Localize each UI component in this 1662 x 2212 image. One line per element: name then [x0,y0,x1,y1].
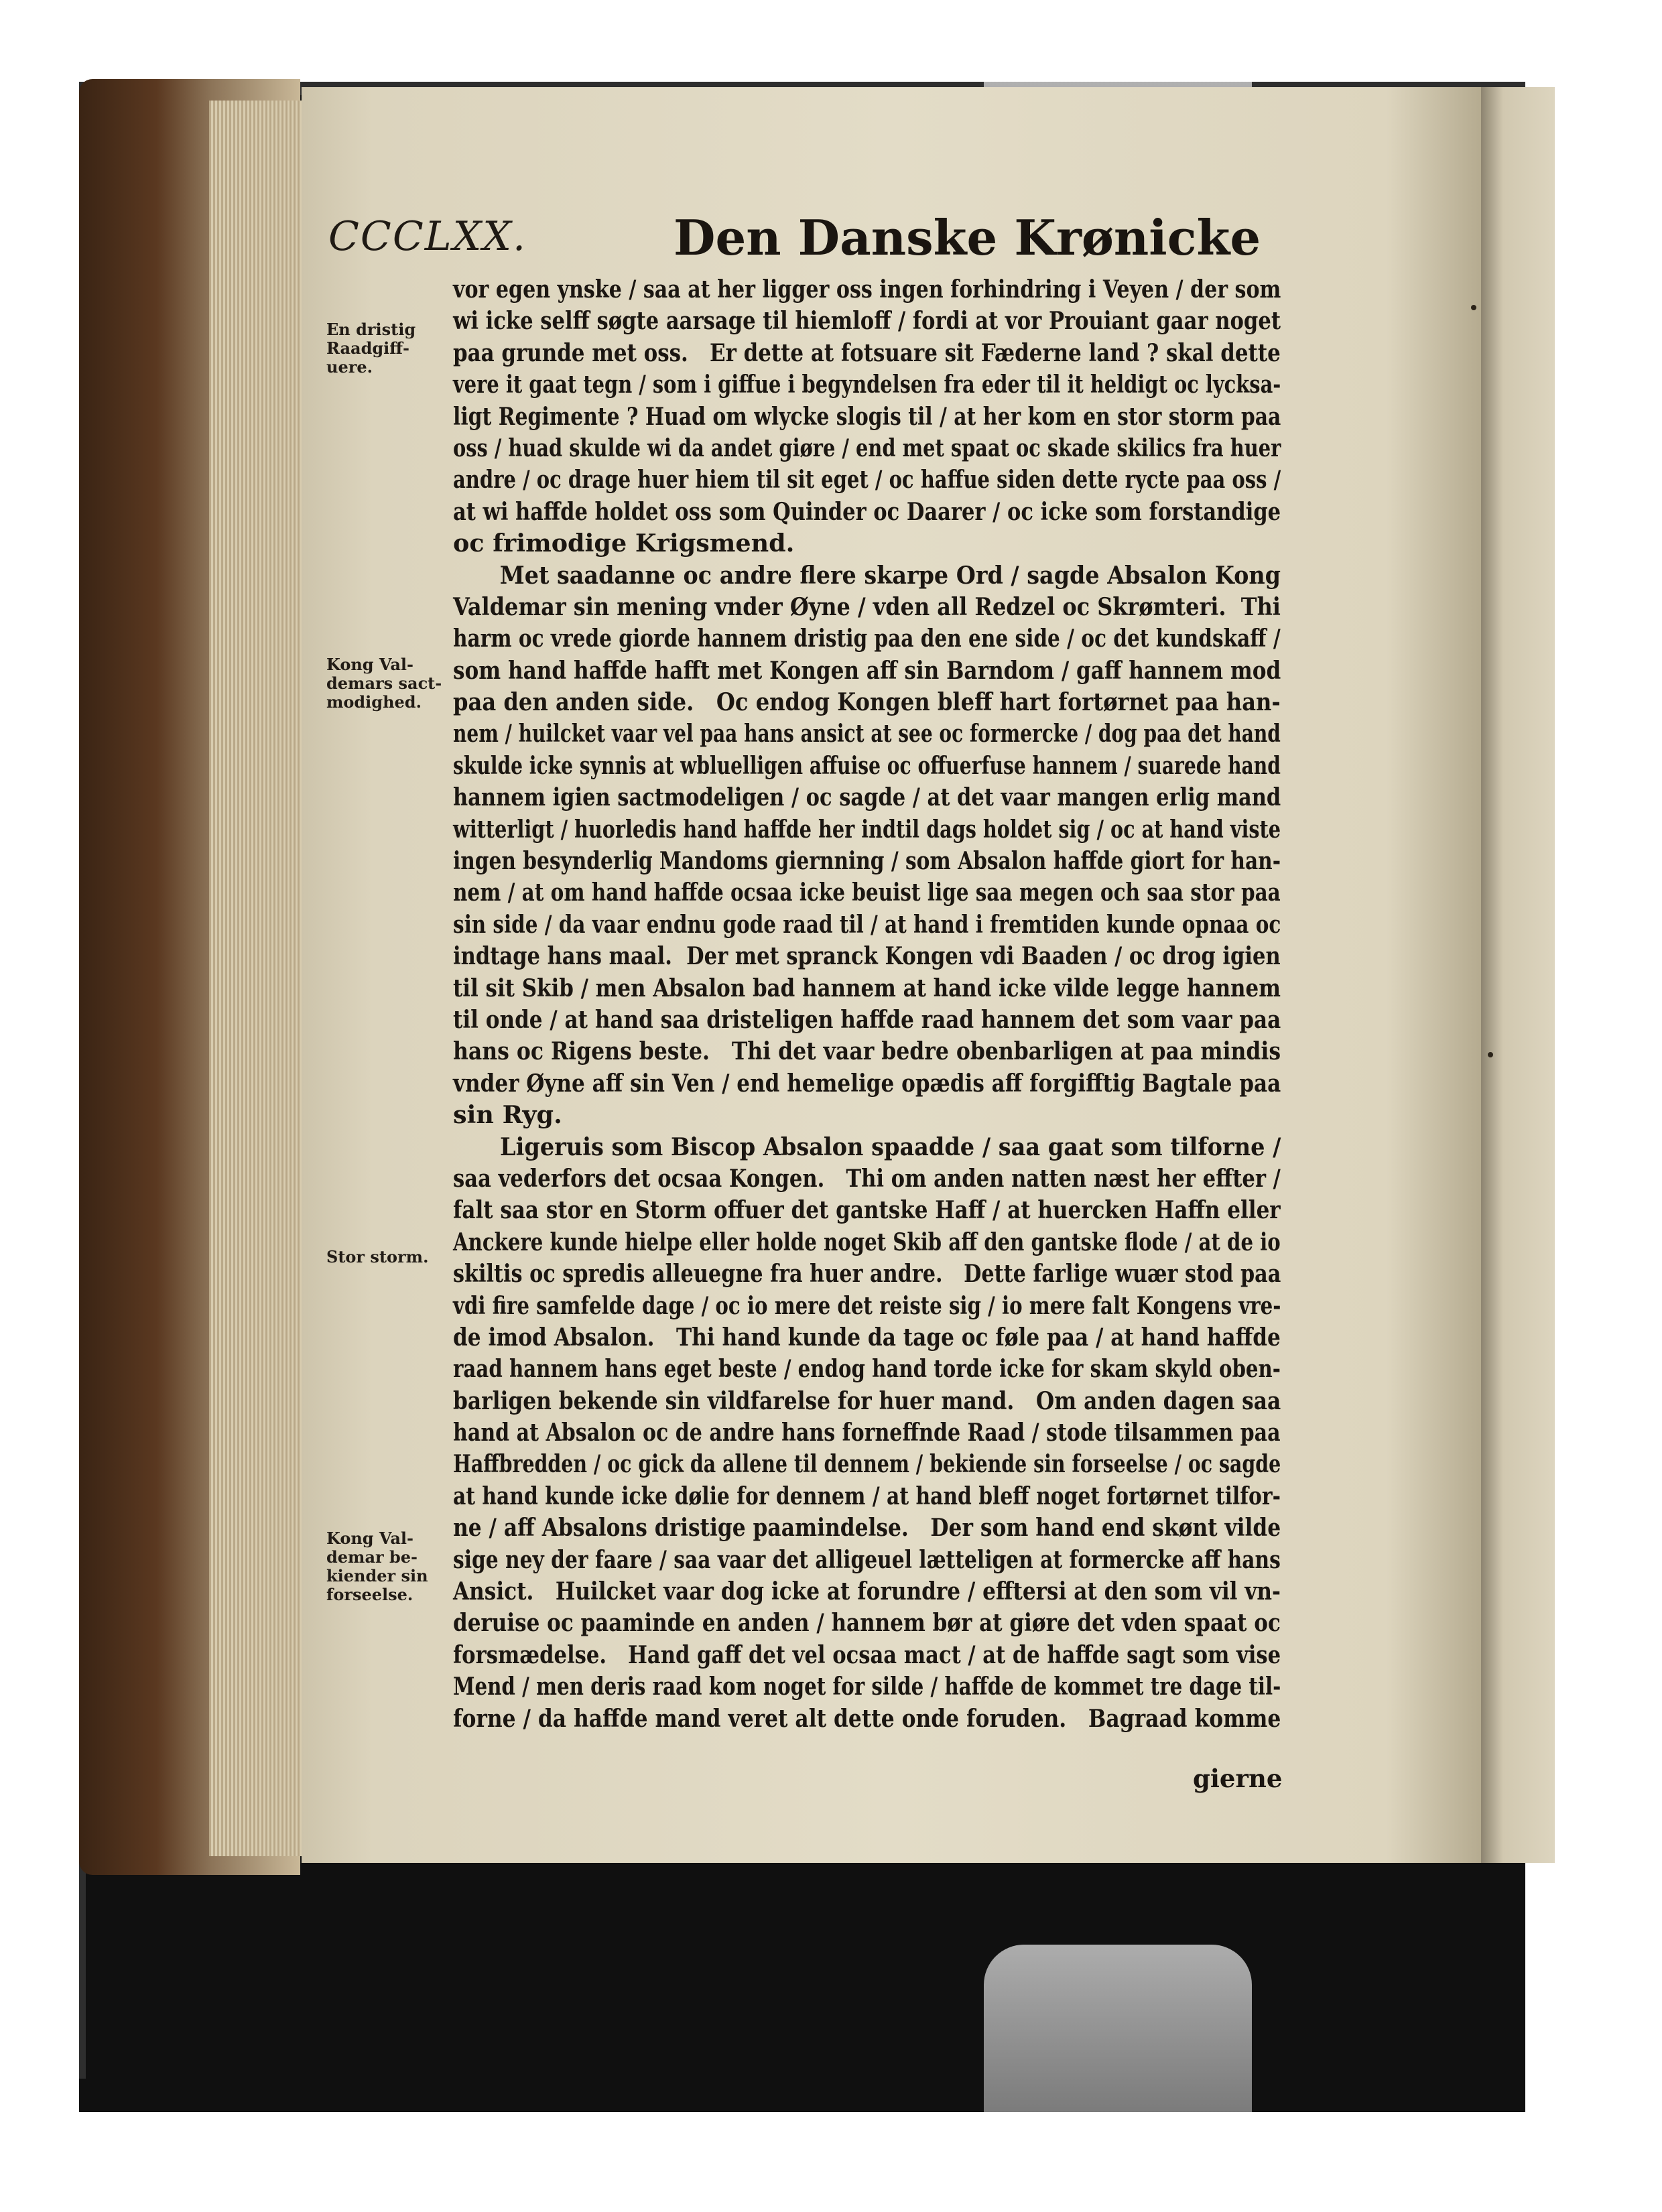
text-line: skulde icke synnis at wbluelligen affuise oc offuerfuse hannem / suarede hand [453,751,1281,780]
text-line: harm oc vrede giorde hannem dristig paa den ene side / oc det kundskaff / [453,624,1281,653]
text-line: falt saa stor en Storm offuer det gantske Haff / at huercken Haffn eller [453,1195,1281,1225]
facing-page-edge [1481,87,1555,1863]
text-line: nem / at om hand haffde ocsaa icke beuist lige saa megen och saa stor paa [453,878,1281,907]
text-line: Valdemar sin mening vnder Øyne / vden all Redzel oc Skrømteri. Thi [453,592,1281,621]
text-line: vor egen ynske / saa at her ligger oss ingen forhindring i Veyen / der som [453,275,1281,304]
text-line: skiltis oc spredis alleuegne fra huer andre. Dette farlige wuær stod paa [453,1259,1281,1289]
text-line: hans oc Rigens beste. Thi det vaar bedre obenbarligen at paa mindis [453,1037,1281,1066]
text-line: nem / huilcket vaar vel paa hans ansict at see oc formercke / dog paa det hand [453,719,1281,749]
text-line: vere it gaat tegn / som i giffue i begyndelsen fra eder til it heldigt oc lycksa- [453,370,1281,399]
text-line: ne / aff Absalons dristige paamindelse. Der som hand end skønt vilde [453,1513,1281,1543]
text-line: Ligeruis som Biscop Absalon spaadde / saa gaat som tilforne / [453,1132,1281,1161]
text-line: Ansict. Huilcket vaar dog icke at forundre / efftersi at den som vil vn- [453,1577,1281,1606]
catchword: gierne [1193,1764,1283,1793]
text-line: hannem igien sactmodeligen / oc sagde / at det vaar mangen erlig mand [453,783,1281,812]
text-line: de imod Absalon. Thi hand kunde da tage oc føle paa / at hand haffde [453,1322,1281,1352]
text-line: oc frimodige Krigsmend. [453,529,795,558]
text-line: paa grunde met oss. Er dette at fotsuare sit Fæderne land ? skal dette [453,338,1281,367]
marginal-note: Kong Val- demars sact- modighed. [326,655,442,712]
book-clip-bottom [984,1945,1252,2112]
text-line: sige ney der faare / saa vaar det alligeuel lætteligen at formercke aff hans [453,1545,1281,1574]
text-line: til onde / at hand saa dristeligen haffde raad hannem det som vaar paa [453,1004,1281,1034]
page-edges [209,101,310,1856]
folio-number: CCCLXX. [328,213,527,260]
text-line: ingen besynderlig Mandoms giernning / som Absalon haffde giort for han- [453,846,1281,876]
text-line: witterligt / huorledis hand haffde her indtil dags holdet sig / oc at hand viste [453,814,1281,844]
footer-line: Early European Books, Copyright © 2010 ProQuest LLC. [121,2136,476,2151]
text-line: Anckere kunde hielpe eller holde noget Skib aff den gantske flode / at de io [453,1227,1281,1256]
copyright-footer [121,2133,535,2195]
text-line: forne / da haffde mand veret alt dette onde foruden. Bagraad komme [453,1703,1281,1733]
text-line: barligen bekende sin vildfarelse for huer mand. Om anden dagen saa [453,1386,1281,1415]
text-line: saa vederfors det ocsaa Kongen. Thi om anden natten næst her effter / [453,1163,1281,1193]
running-title: Den Danske Krønicke [674,209,1261,266]
text-line: at wi haffde holdet oss som Quinder oc Daarer / oc icke som forstandige [453,497,1281,526]
footer-line: Vilh. Bruuns Samling (LN 1451 2° copy 5) [121,2177,381,2193]
text-line: wi icke selff søgte aarsage til hiemloff / fordi at vor Prouiant gaar noget [453,306,1281,336]
text-line: til sit Skib / men Absalon bad hannem at hand icke vilde legge hannem [453,973,1281,1002]
text-line: at hand kunde icke dølie for dennem / at hand bleff noget fortørnet tilfor- [453,1481,1281,1510]
text-line: ligt Regimente ? Huad om wlycke slogis til / at her kom en stor storm paa [453,401,1281,431]
text-line: sin Ryg. [453,1100,562,1130]
text-line: som hand haffde hafft met Kongen aff sin Barndom / gaff hannem mod [453,655,1281,685]
text-line: vnder Øyne aff sin Ven / end hemelige opædis aff forgifftig Bagtale paa [453,1068,1281,1098]
text-line: raad hannem hans eget beste / endog hand torde icke for skam skyld oben- [453,1354,1281,1384]
text-line: vdi fire samfelde dage / oc io mere det reiste sig / io mere falt Kongens vre- [453,1291,1281,1320]
text-line: Met saadanne oc andre flere skarpe Ord / sagde Absalon Kong [453,560,1281,590]
margin-dot [1488,1052,1493,1057]
text-line: oss / huad skulde wi da andet giøre / end met spaat oc skade skilics fra huer [453,433,1281,462]
margin-dot [1471,305,1476,310]
text-line: Mend / men deris raad kom noget for silde / haffde de kommet tre dage til- [453,1672,1281,1701]
marginal-note: En dristig Raadgiff- uere. [326,320,416,377]
body-text [453,273,1281,1734]
text-line: indtage hans maal. Der met spranck Kongen vdi Baaden / oc drog igien [453,941,1281,971]
text-line: andre / oc drage huer hiem til sit eget / oc haffue siden dette rycte paa oss / [453,465,1281,495]
marginal-note: Kong Val- demar be- kiender sin forseelse. [326,1528,428,1604]
footer-line: Images reproduced by courtesy of the Royal Library, Copenhagen. [121,2156,535,2172]
text-line: deruise oc paaminde en anden / hannem bør at giøre det vden spaat oc [453,1608,1281,1638]
text-line: hand at Absalon oc de andre hans forneffnde Raad / stode tilsammen paa [453,1418,1281,1447]
marginal-note: Stor storm. [326,1247,429,1266]
text-line: sin side / da vaar endnu gode raad til / at hand i fremtiden kunde opnaa oc [453,909,1281,939]
text-line: Haffbredden / oc gick da allene til dennem / bekiende sin forseelse / oc sagde [453,1449,1281,1479]
text-line: forsmædelse. Hand gaff det vel ocsaa mact / at de haffde sagt som vise [453,1640,1281,1669]
text-line: paa den anden side. Oc endog Kongen bleff hart fortørnet paa han- [453,688,1281,717]
